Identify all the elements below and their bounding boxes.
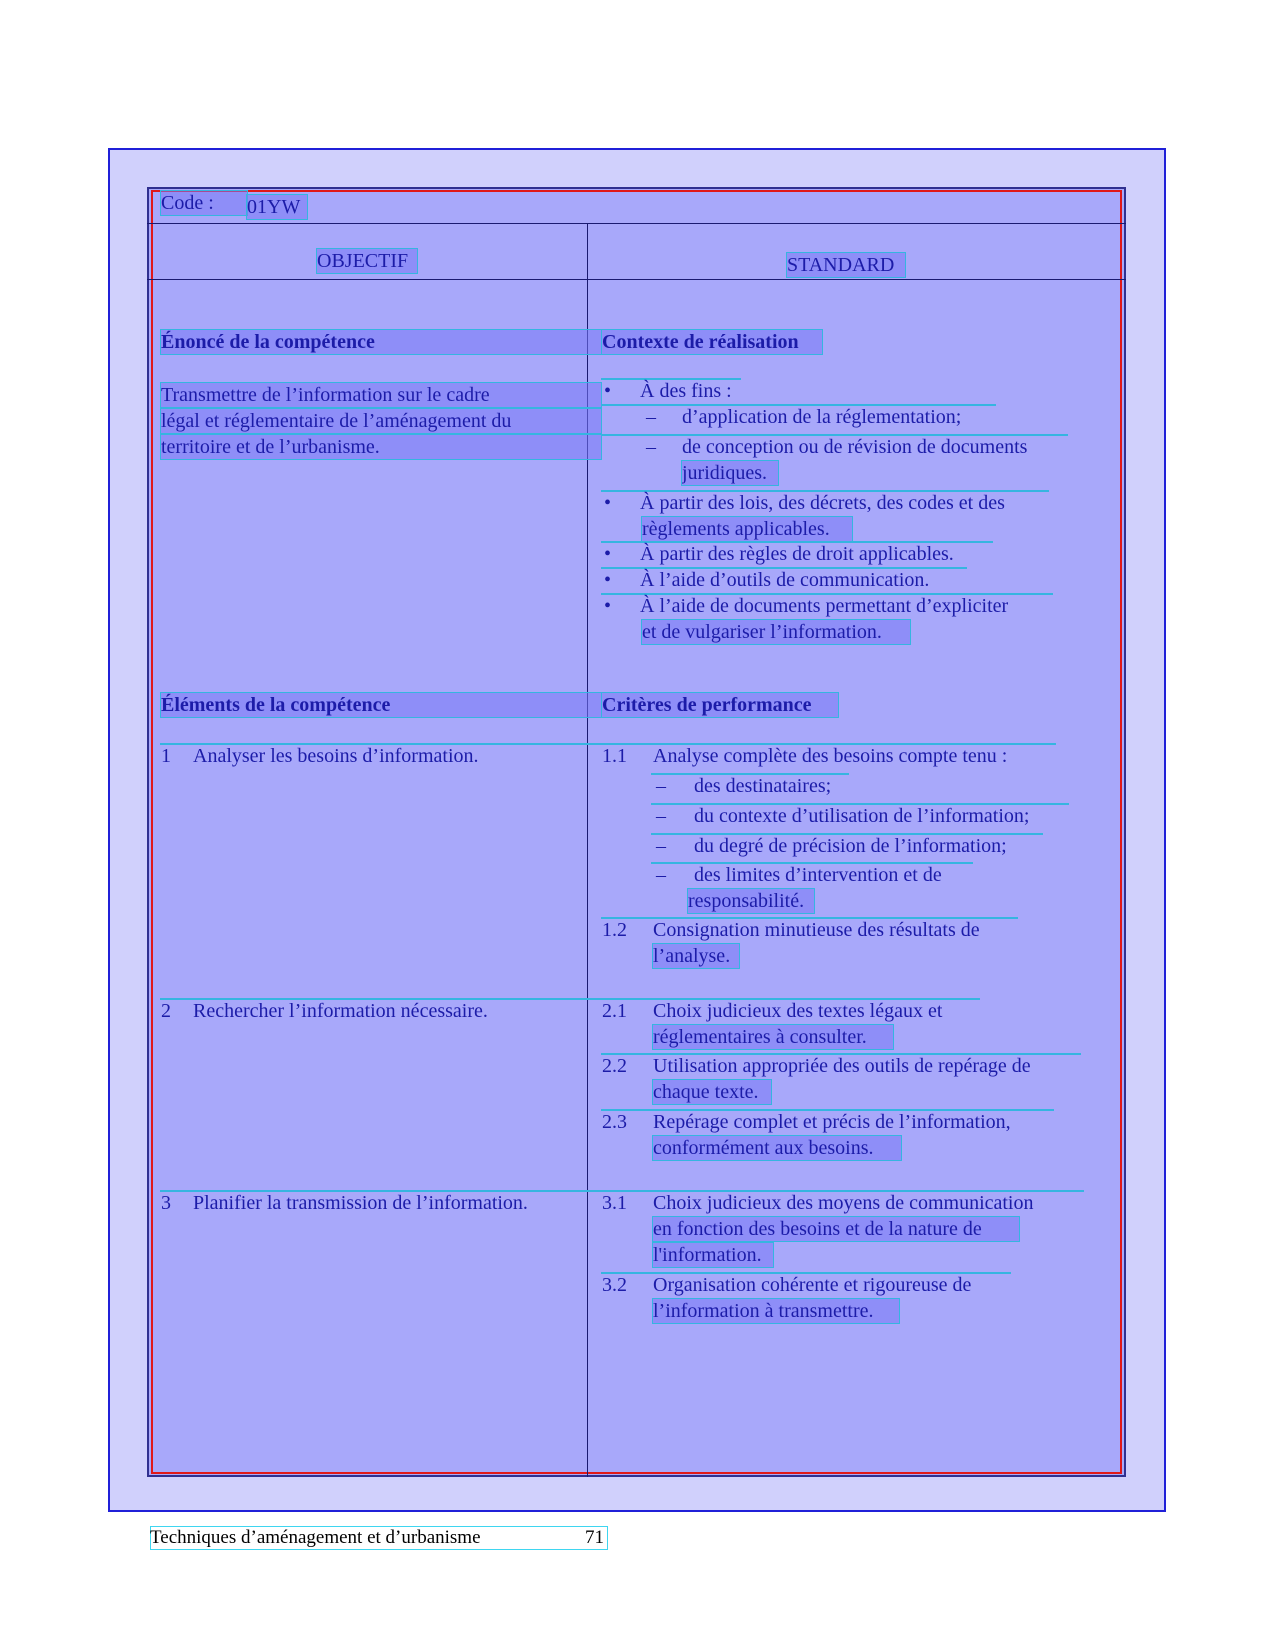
critere-number: 1.1 — [602, 745, 627, 767]
bullet-marker: • — [604, 380, 612, 402]
critere-continuation: en fonction des besoins et de la nature de — [653, 1217, 1019, 1241]
element-text: Planifier la transmission de l’information. — [193, 1192, 528, 1214]
dash-marker: – — [656, 775, 666, 797]
element-text: Rechercher l’information nécessaire. — [193, 1000, 488, 1022]
critere-subtext: des limites d’intervention et de — [694, 864, 942, 886]
dash-marker: – — [656, 864, 666, 886]
footer-title: Techniques d’aménagement et d’urbanisme — [150, 1527, 481, 1548]
critere-text: Choix judicieux des textes légaux et — [653, 1000, 943, 1022]
critere-continuation: l'information. — [653, 1243, 773, 1267]
contexte-text: À l’aide de documents permettant d’expliciter — [640, 595, 1009, 617]
contexte-continuation: règlements applicables. — [642, 517, 852, 541]
column-title-standard: STANDARD — [787, 253, 905, 277]
element-number: 1 — [161, 745, 171, 767]
element-text: Analyser les besoins d’information. — [193, 745, 479, 767]
header-divider — [147, 223, 1126, 224]
critere-continuation: responsabilité. — [688, 889, 814, 913]
criteres-heading: Critères de performance — [602, 693, 838, 717]
critere-number: 2.1 — [602, 1000, 627, 1022]
critere-number: 3.1 — [602, 1192, 627, 1214]
critere-number: 1.2 — [602, 919, 627, 941]
contexte-text: À l’aide d’outils de communication. — [640, 569, 930, 591]
column-header-divider — [147, 279, 1126, 280]
contexte-heading: Contexte de réalisation — [602, 330, 822, 354]
bullet-marker: • — [604, 492, 612, 514]
critere-text: Utilisation appropriée des outils de repérage de — [653, 1055, 1031, 1077]
enonce-heading: Énoncé de la compétence — [161, 330, 601, 354]
critere-text: Choix judicieux des moyens de communication — [653, 1192, 1034, 1214]
critere-number: 2.2 — [602, 1055, 627, 1077]
code-label: Code : — [161, 191, 247, 215]
critere-subtext: du degré de précision de l’information; — [694, 835, 1007, 857]
column-title-objectif: OBJECTIF — [317, 249, 417, 273]
dash-marker: – — [646, 406, 656, 428]
dash-marker: – — [646, 436, 656, 458]
critere-continuation: conformément aux besoins. — [653, 1136, 901, 1160]
contexte-text: d’application de la réglementation; — [682, 406, 962, 428]
critere-text: Analyse complète des besoins compte tenu : — [653, 745, 1008, 767]
critere-number: 3.2 — [602, 1274, 627, 1296]
critere-continuation: réglementaires à consulter. — [653, 1025, 893, 1049]
critere-subtext: du contexte d’utilisation de l’information; — [694, 805, 1030, 827]
bullet-marker: • — [604, 569, 612, 591]
critere-continuation: l’analyse. — [653, 944, 739, 968]
critere-subtext: des destinataires; — [694, 775, 832, 797]
page-number: 71 — [585, 1527, 604, 1548]
contexte-text: À partir des lois, des décrets, des codes et des — [640, 492, 1005, 514]
critere-text: Consignation minutieuse des résultats de — [653, 919, 980, 941]
bullet-marker: • — [604, 595, 612, 617]
element-number: 2 — [161, 1000, 171, 1022]
bullet-marker: • — [604, 543, 612, 565]
contexte-text: À partir des règles de droit applicables. — [640, 543, 954, 565]
critere-continuation: l’information à transmettre. — [653, 1299, 899, 1323]
contexte-text: À des fins : — [640, 380, 732, 402]
contexte-continuation: juridiques. — [682, 461, 778, 485]
code-value: 01YW — [247, 195, 307, 219]
contexte-text: de conception ou de révision de documents — [682, 436, 1028, 458]
critere-continuation: chaque texte. — [653, 1080, 771, 1104]
critere-text: Organisation cohérente et rigoureuse de — [653, 1274, 972, 1296]
critere-number: 2.3 — [602, 1111, 627, 1133]
contexte-continuation: et de vulgariser l’information. — [642, 620, 910, 644]
enonce-line: légal et réglementaire de l’aménagement du — [161, 409, 601, 433]
dash-marker: – — [656, 835, 666, 857]
element-number: 3 — [161, 1192, 171, 1214]
critere-text: Repérage complet et précis de l’information, — [653, 1111, 1011, 1133]
enonce-line: territoire et de l’urbanisme. — [161, 435, 601, 459]
dash-marker: – — [656, 805, 666, 827]
elements-heading: Éléments de la compétence — [161, 693, 601, 717]
competency-table — [147, 187, 1126, 1477]
enonce-line: Transmettre de l’information sur le cadre — [161, 383, 601, 407]
